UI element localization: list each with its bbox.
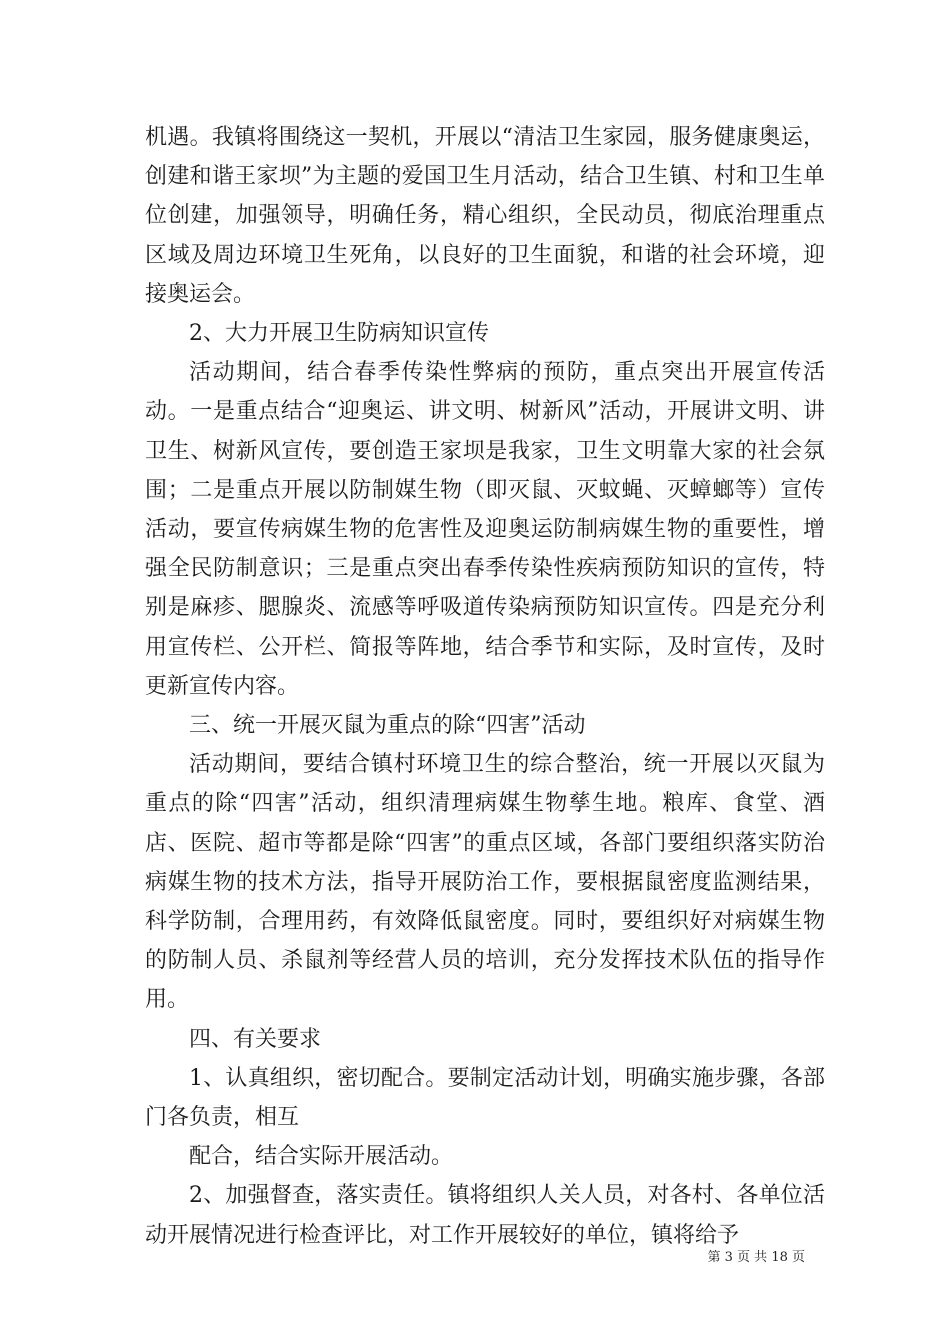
paragraph-requirement-1: 1、认真组织，密切配合。要制定活动计划，明确实施步骤，各部门各负责，相互 [145,1065,825,1131]
document-body [145,118,825,1255]
paragraph-requirement-2: 2、加强督查，落实责任。镇将组织人关人员，对各村、各单位活动开展情况进行检查评比，对工作开展较好的单位，镇将给予 [145,1183,825,1248]
paragraph-requirement-1-continued: 配合，结合实际开展活动。 [189,1144,454,1170]
paragraph-intro-continued: 机遇。我镇将围绕这一契机，开展以“清洁卫生家园，服务健康奥运，创建和谐王家坝”为主题的爱国卫生月活动，结合卫生镇、村和卫生单位创建，加强领导，明确任务，精心组织，全民动员，彻底治理重点区域及周边环境卫生死角，以良好的卫生面貌，和谐的社会环境，迎接奥运会。 [145,125,825,307]
section-heading-requirements: 四、有关要求 [189,1026,322,1052]
section-heading-health-education: 2、大力开展卫生防病知识宣传 [189,321,489,347]
paragraph-pest-control: 活动期间，要结合镇村环境卫生的综合整治，统一开展以灭鼠为重点的除“四害”活动，组织清理病媒生物孳生地。粮库、食堂、酒店、医院、超市等都是除“四害”的重点区域，各部门要组织落实防治病媒生物的技术方法，指导开展防治工作，要根据鼠密度监测结果，科学防制，合理用药，有效降低鼠密度。同时，要组织好对病媒生物的防制人员、杀鼠剂等经营人员的培训，充分发挥技术队伍的指导作用。 [145,752,825,1013]
paragraph-health-education: 活动期间，结合春季传染性弊病的预防，重点突出开展宣传活动。一是重点结合“迎奥运、讲文明、树新风”活动，开展讲文明、讲卫生、树新风宣传，要创造王家坝是我家，卫生文明靠大家的社会氛围；二是重点开展以防制媒生物（即灭鼠、灭蚊蝇、灭蟑螂等）宣传活动，要宣传病媒生物的危害性及迎奥运防制病媒生物的重要性，增强全民防制意识；三是重点突出春季传染性疾病预防知识的宣传，特别是麻疹、腮腺炎、流感等呼吸道传染病预防知识宣传。四是充分利用宣传栏、公开栏、简报等阵地，结合季节和实际，及时宣传，及时更新宣传内容。 [145,360,825,699]
page-number-footer: 第 3 页 共 18 页 [707,1250,805,1265]
section-heading-pest-control: 三、统一开展灭鼠为重点的除“四害”活动 [189,713,586,739]
